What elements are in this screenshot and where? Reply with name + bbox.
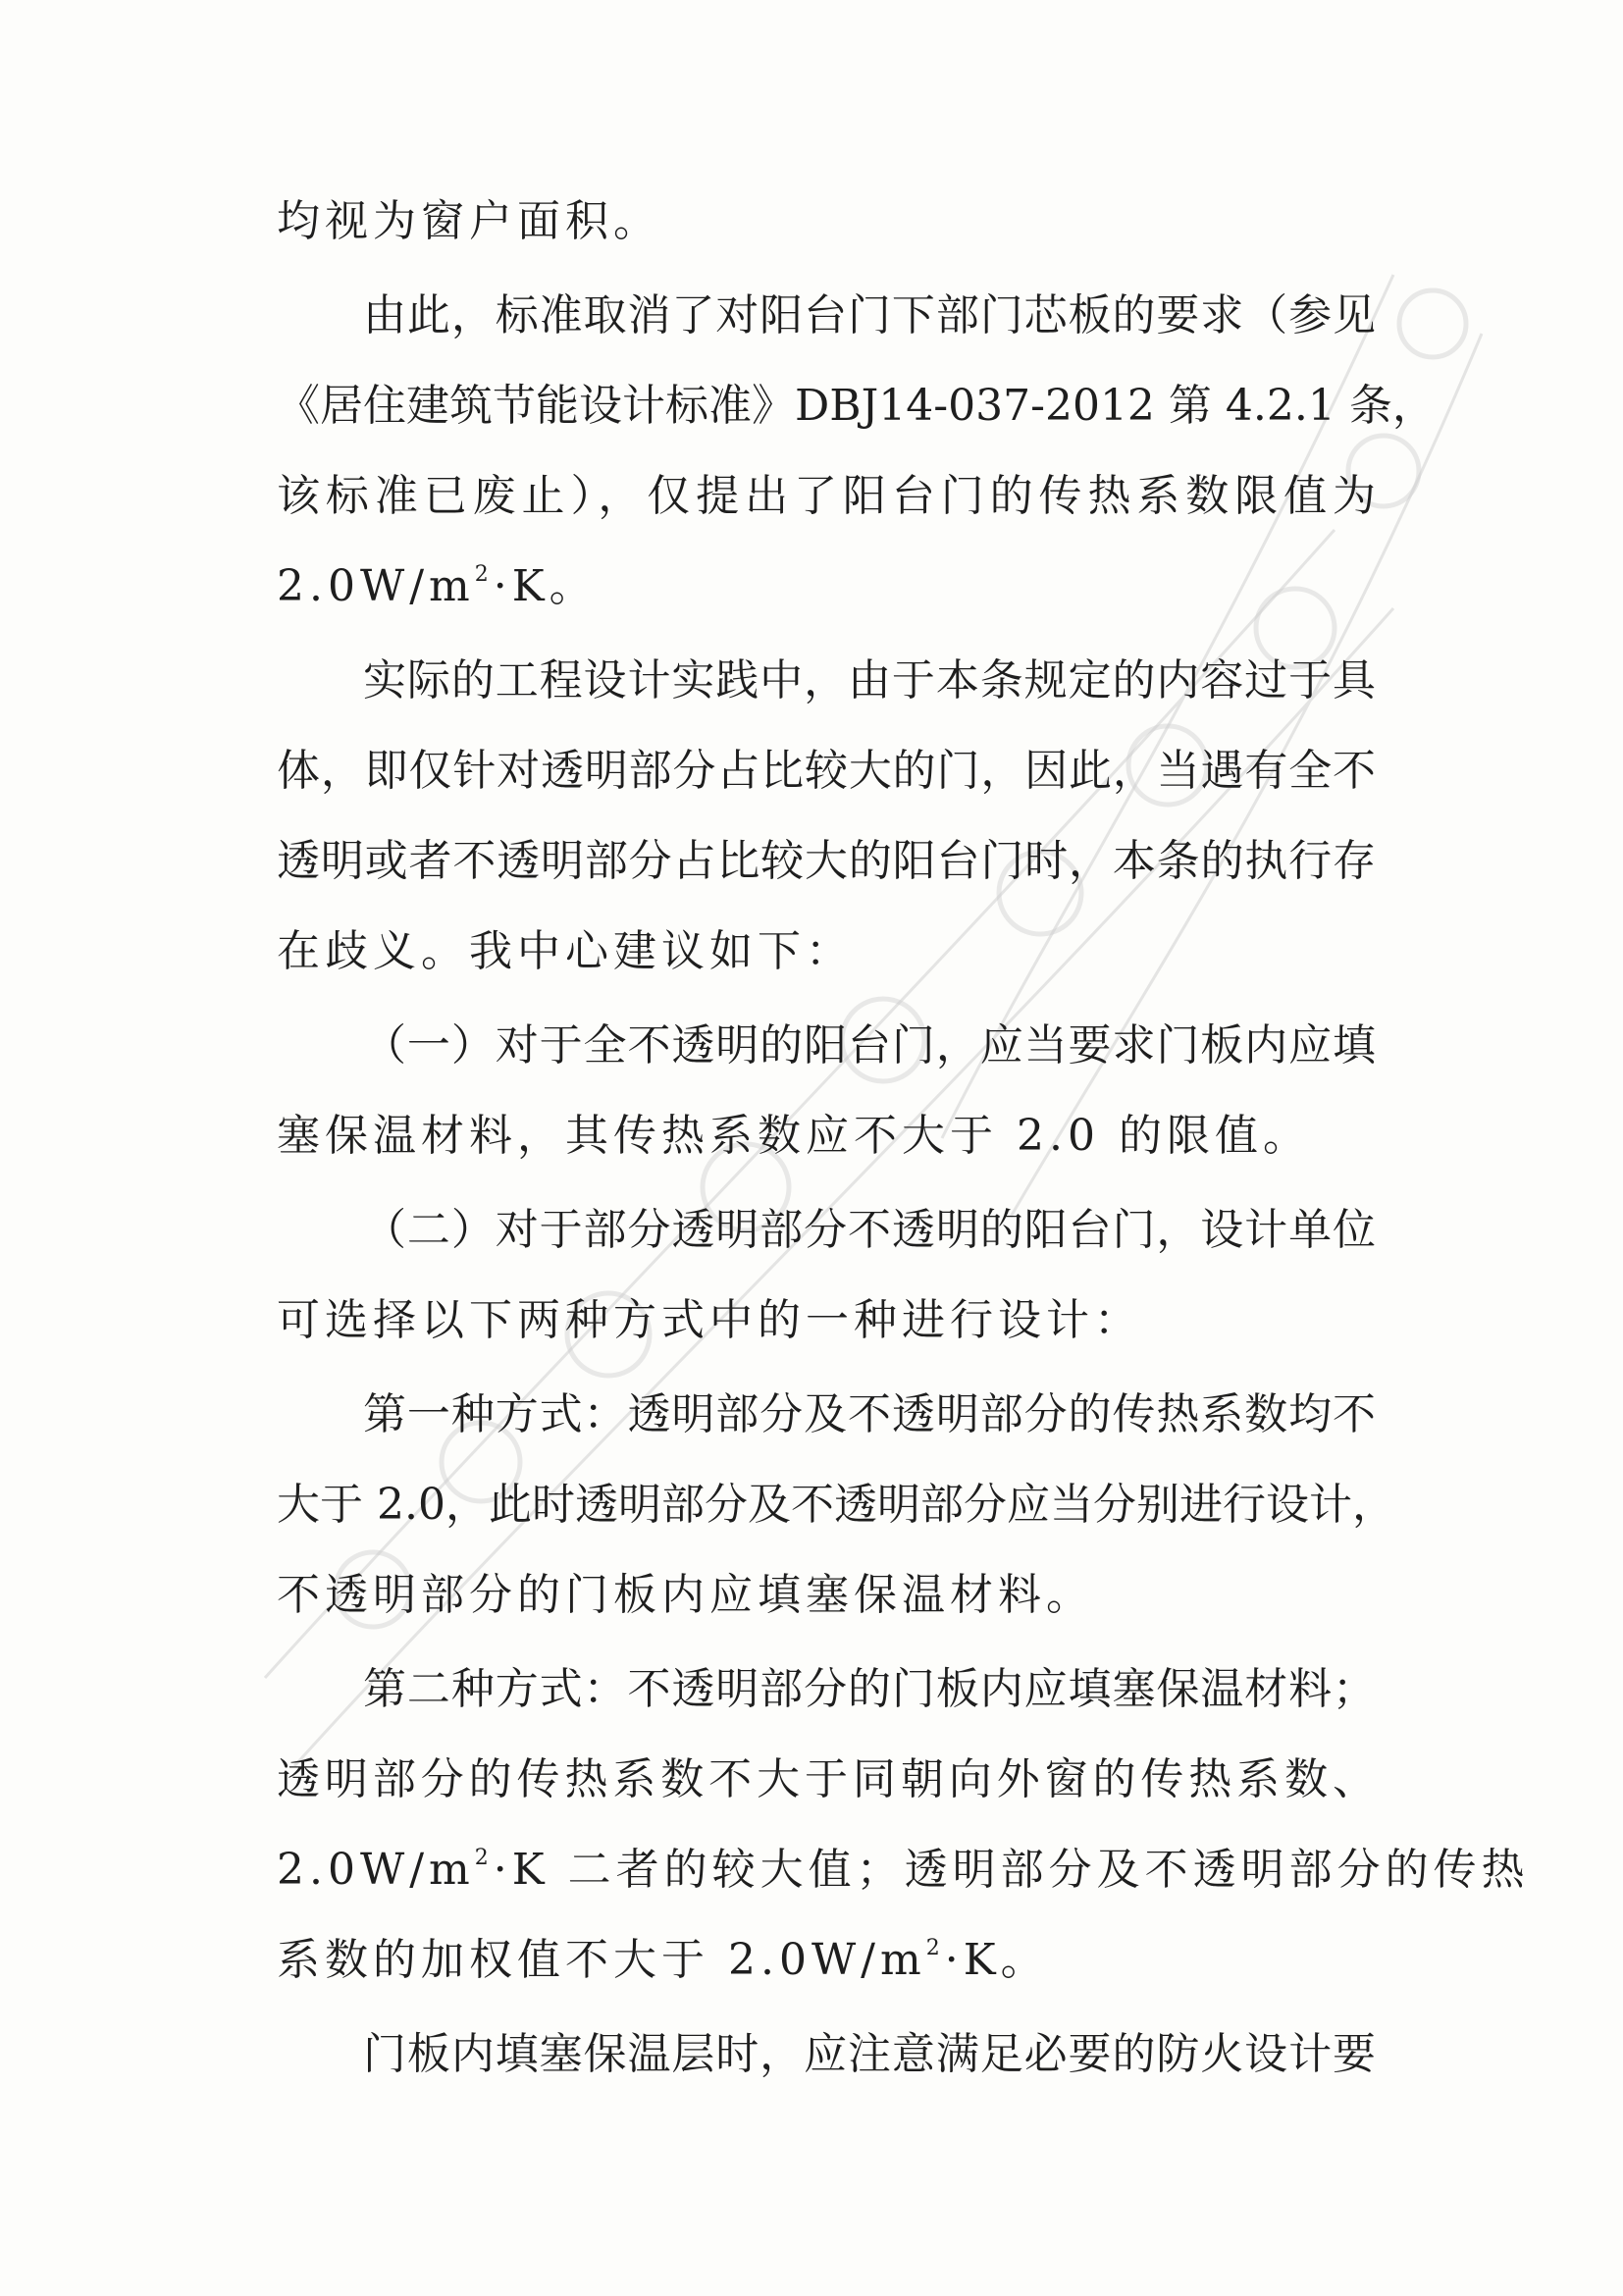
- formula-value: 2.0W/m: [277, 561, 475, 611]
- text-line: 不透明部分的门板内应填塞保温材料。: [277, 1570, 1094, 1620]
- text-line: 塞保温材料，其传热系数应不大于 2.0 的限值。: [277, 1111, 1311, 1161]
- text-line: 由此，标准取消了对阳台门下部门芯板的要求（参见: [363, 290, 1376, 340]
- text-line: 实际的工程设计实践中，由于本条规定的内容过于具: [363, 655, 1376, 705]
- text-line: 第一种方式：透明部分及不透明部分的传热系数均不: [363, 1389, 1376, 1439]
- formula-value: 2.0W/m: [277, 1845, 475, 1895]
- formula-line: [277, 1841, 1530, 1900]
- formula-tail: ·K 二者的较大值；透明部分及不透明部分的传热: [493, 1845, 1530, 1895]
- formula-superscript: 2: [474, 562, 494, 587]
- text-line: 《居住建筑节能设计标准》DBJ14-037-2012 第 4.2.1 条，: [277, 381, 1436, 431]
- text-line: 第二种方式：不透明部分的门板内应填塞保温材料；: [363, 1664, 1376, 1714]
- formula-head: 系数的加权值不大于 2.0W/m: [277, 1935, 926, 1985]
- text-line: 均视为窗户面积。: [277, 196, 661, 246]
- formula-line: [277, 1931, 1376, 1990]
- formula-superscript: 2: [474, 1846, 494, 1870]
- text-line: 大于 2.0，此时透明部分及不透明部分应当分别进行设计，: [277, 1480, 1395, 1530]
- formula-superscript: 2: [925, 1936, 945, 1960]
- formula-line: [277, 557, 1376, 616]
- formula-tail: ·K。: [493, 561, 598, 611]
- text-line: 透明或者不透明部分占比较大的阳台门时，本条的执行存: [277, 836, 1376, 886]
- text-line: 该标准已废止），仅提出了阳台门的传热系数限值为: [277, 471, 1376, 521]
- text-line: 体，即仅针对透明部分占比较大的门，因此，当遇有全不: [277, 746, 1376, 796]
- text-line: 在歧义。我中心建议如下：: [277, 926, 854, 976]
- formula-tail: ·K。: [944, 1935, 1049, 1985]
- text-line: 透明部分的传热系数不大于同朝向外窗的传热系数、: [277, 1754, 1376, 1804]
- text-line: （一）对于全不透明的阳台门，应当要求门板内应填: [363, 1020, 1376, 1070]
- text-line: 可选择以下两种方式中的一种进行设计：: [277, 1295, 1142, 1345]
- text-line: （二）对于部分透明部分不透明的阳台门，设计单位: [363, 1205, 1376, 1255]
- text-line: 门板内填塞保温层时，应注意满足必要的防火设计要: [363, 2029, 1376, 2079]
